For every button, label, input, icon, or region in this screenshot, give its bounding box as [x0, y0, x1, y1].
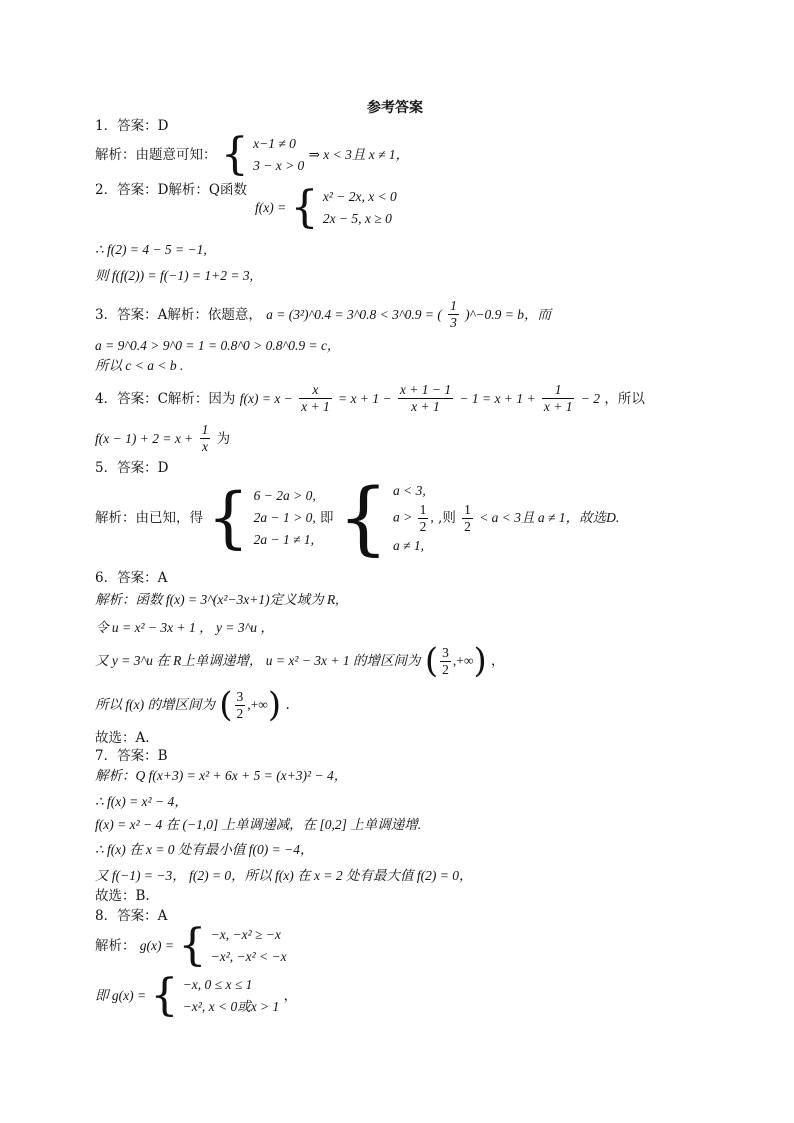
q5-answer: 5．答案：D [95, 460, 169, 476]
q2-line2: 则 f(f(2)) = f(−1) = 1+2 = 3, [95, 268, 254, 283]
q6-line5: 故选：A. [95, 730, 150, 746]
left-brace: { [220, 129, 249, 180]
left-brace: { [337, 471, 389, 564]
fraction: $\frac{1}{3}$ [450, 298, 457, 330]
q7-line4: ∴ f(x) 在 x = 0 处有最小值 f(0) = −4， [95, 842, 314, 857]
q8-line2: 即 g(x) = { −x, 0 ≤ x ≤ 1 −x², x < 0或x > 1 ， [95, 970, 298, 1021]
q2-function: f(x) = { x² − 2x, x < 0 2x − 5, x ≥ 0 [255, 182, 397, 233]
q3-line2: a = 9^0.4 > 9^0 = 1 = 0.8^0 > 0.8^0.9 = c， [95, 338, 341, 353]
q7-answer: 7．答案：B [95, 748, 168, 764]
q6-line1: 解析：函数 f(x) = 3^(x²−3x+1)定义域为 R, [95, 592, 339, 607]
q4-line1: 4．答案：C解析：因为 f(x) = x − $\frac{x}{x + 1}$ = x + 1 − $\frac{x + 1 - 1}{x + 1}$ − 1 = x + 1 + $\frac{1}{x + 1}$ − 2 ，所以 [95, 382, 645, 414]
left-brace: { [207, 479, 250, 556]
q2-answer: 2．答案：D解析：Q函数 [95, 182, 247, 198]
left-brace: { [150, 970, 179, 1021]
q7-line5: 又 f(−1) = −3， f(2) = 0，所以 f(x) 在 x = 2 处有最大值 f(2) = 0， [95, 868, 473, 883]
q6-line3: 又 y = 3^u 在 R上单调递增， u = x² − 3x + 1 的增区间为 ( $\frac{3}{2}$ ,+∞) ， [95, 641, 505, 681]
q8-line1: 解析： g(x) = { −x, −x² ≥ −x −x², −x² < −x [95, 920, 287, 971]
q3-line3: 所以 c < a < b . [95, 358, 184, 373]
q6-line2: 令 u = x² − 3x + 1 ， y = 3^u ， [95, 620, 274, 635]
q1-cases: x−1 ≠ 0 3 − x > 0 [253, 136, 305, 173]
q7-line3: f(x) = x² − 4 在 (−1,0] 上单调递减，在 [0,2] 上单调递增. [95, 817, 422, 832]
q2-line1: ∴ f(2) = 4 − 5 = −1, [95, 242, 207, 257]
q6-line4: 所以 f(x) 的增区间为 ( $\frac{3}{2}$ ,+∞) . [95, 685, 290, 725]
q1-analysis: 解析：由题意可知： { x−1 ≠ 0 3 − x > 0 ⇒ x < 3且 x ≠ 1， [95, 129, 410, 180]
q8-answer: 8．答案：A [95, 908, 168, 924]
q7-line6: 故选：B. [95, 888, 150, 904]
left-brace: { [290, 182, 319, 233]
q7-line1: 解析：Q f(x+3) = x² + 6x + 5 = (x+3)² − 4， [95, 768, 348, 783]
q4-line2: f(x − 1) + 2 = x + $\frac{1}{x}$ 为 [95, 422, 231, 454]
q5-analysis: 解析：由已知，得 { 6 − 2a > 0, 2a − 1 > 0, 2a − 1 ≠ 1, 即 { a < 3, a > $\frac{1}{2}$ , a ≠ 1, ,则 $\frac{1}{2}$ < a < 3且 a ≠ 1，故选D. [95, 471, 620, 564]
q6-answer: 6．答案：A [95, 570, 168, 586]
q3-line1: 3．答案：A解析：依题意， a = (3²)^0.4 = 3^0.8 < 3^0.9 = ( $\frac{1}{3}$ )^−0.9 = b，而 [95, 298, 551, 330]
q1-answer: 1．答案：D [95, 118, 169, 134]
q7-line2: ∴ f(x) = x² − 4， [95, 794, 188, 809]
left-brace: { [178, 920, 207, 971]
page-title: 参考答案 [367, 100, 423, 116]
